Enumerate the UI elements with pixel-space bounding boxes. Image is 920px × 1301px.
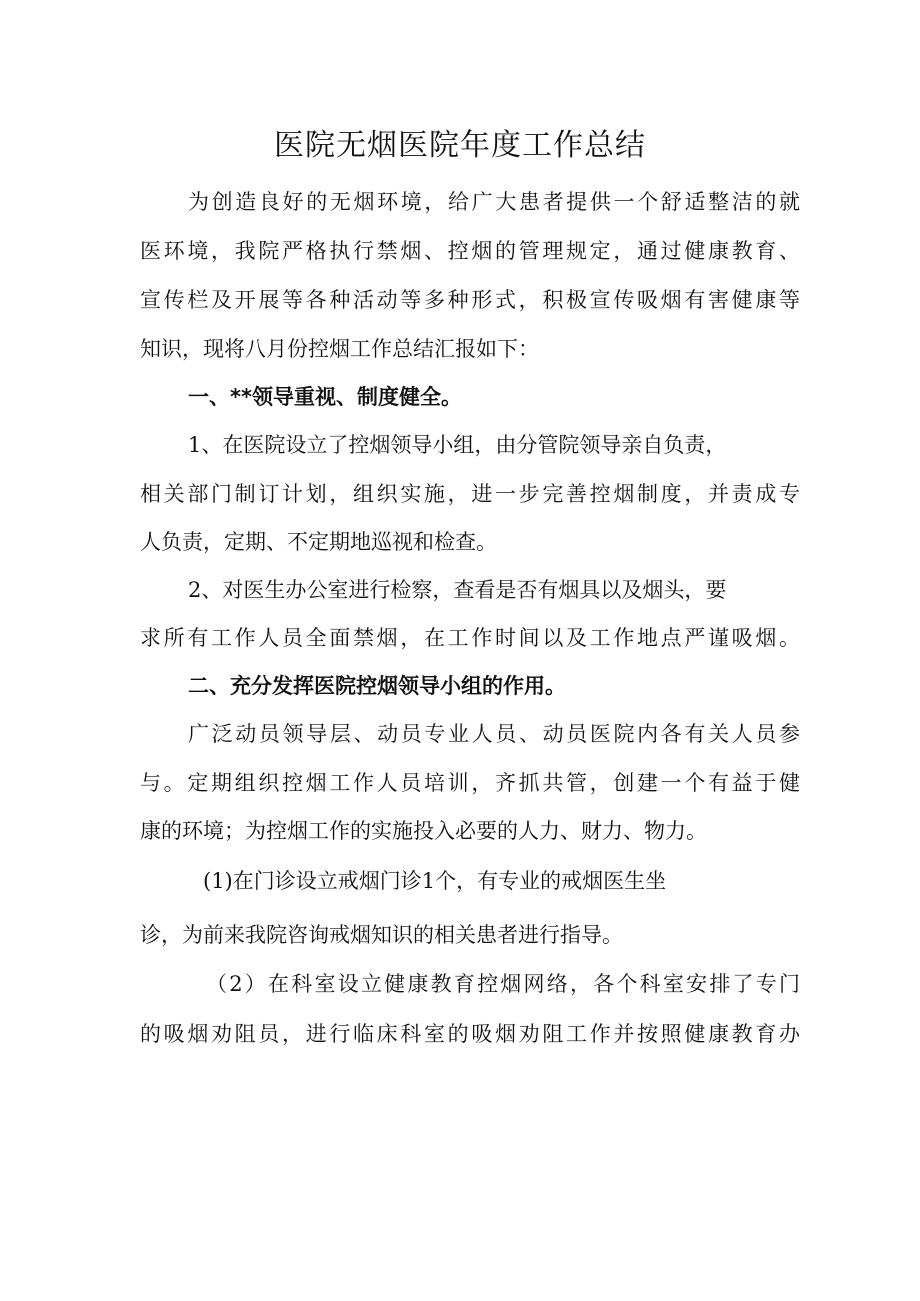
section-heading: 一、**领导重视、制度健全。 [188,385,462,409]
paragraph-line: 与。定期组织控烟工作人员培训，齐抓共管，创建一个有益于健 [140,771,800,795]
paragraph-line: 康的环境；为控烟工作的实施投入必要的人力、财力、物力。 [140,819,707,843]
paragraph-line: 广泛动员领导层、动员专业人员、动员医院内各有关人员参 [188,722,800,746]
paragraph-line: 宣传栏及开展等各种活动等多种形式，积极宣传吸烟有害健康等 [140,288,800,312]
paragraph-line: (1)在门诊设立戒烟门诊1个，有专业的戒烟医生坐 [203,869,667,893]
paragraph-line: 1、在医院设立了控烟领导小组，由分管院领导亲自负责， [188,433,727,457]
paragraph-line: 知识，现将八月份控烟工作总结汇报如下： [140,337,539,361]
paragraph-line: 2、对医生办公室进行检察，查看是否有烟具以及烟头，要 [188,578,727,602]
paragraph-line: （2）在科室设立健康教育控烟网络，各个科室安排了专门 [206,972,800,996]
paragraph-line: 人负责，定期、不定期地巡视和检查。 [140,530,497,554]
paragraph-line: 求所有工作人员全面禁烟，在工作时间以及工作地点严谨吸烟。 [140,626,800,650]
paragraph-line: 诊，为前来我院咨询戒烟知识的相关患者进行指导。 [140,923,623,947]
section-heading: 二、充分发挥医院控烟领导小组的作用。 [188,674,566,698]
document-title: 医院无烟医院年度工作总结 [274,128,646,163]
paragraph-line: 相关部门制订计划，组织实施，进一步完善控烟制度，并责成专 [140,482,800,506]
paragraph-line: 的吸烟劝阻员，进行临床科室的吸烟劝阻工作并按照健康教育办 [140,1022,800,1046]
paragraph-line: 医环境，我院严格执行禁烟、控烟的管理规定，通过健康教育、 [140,239,800,263]
paragraph-line: 为创造良好的无烟环境，给广大患者提供一个舒适整洁的就 [188,190,800,214]
